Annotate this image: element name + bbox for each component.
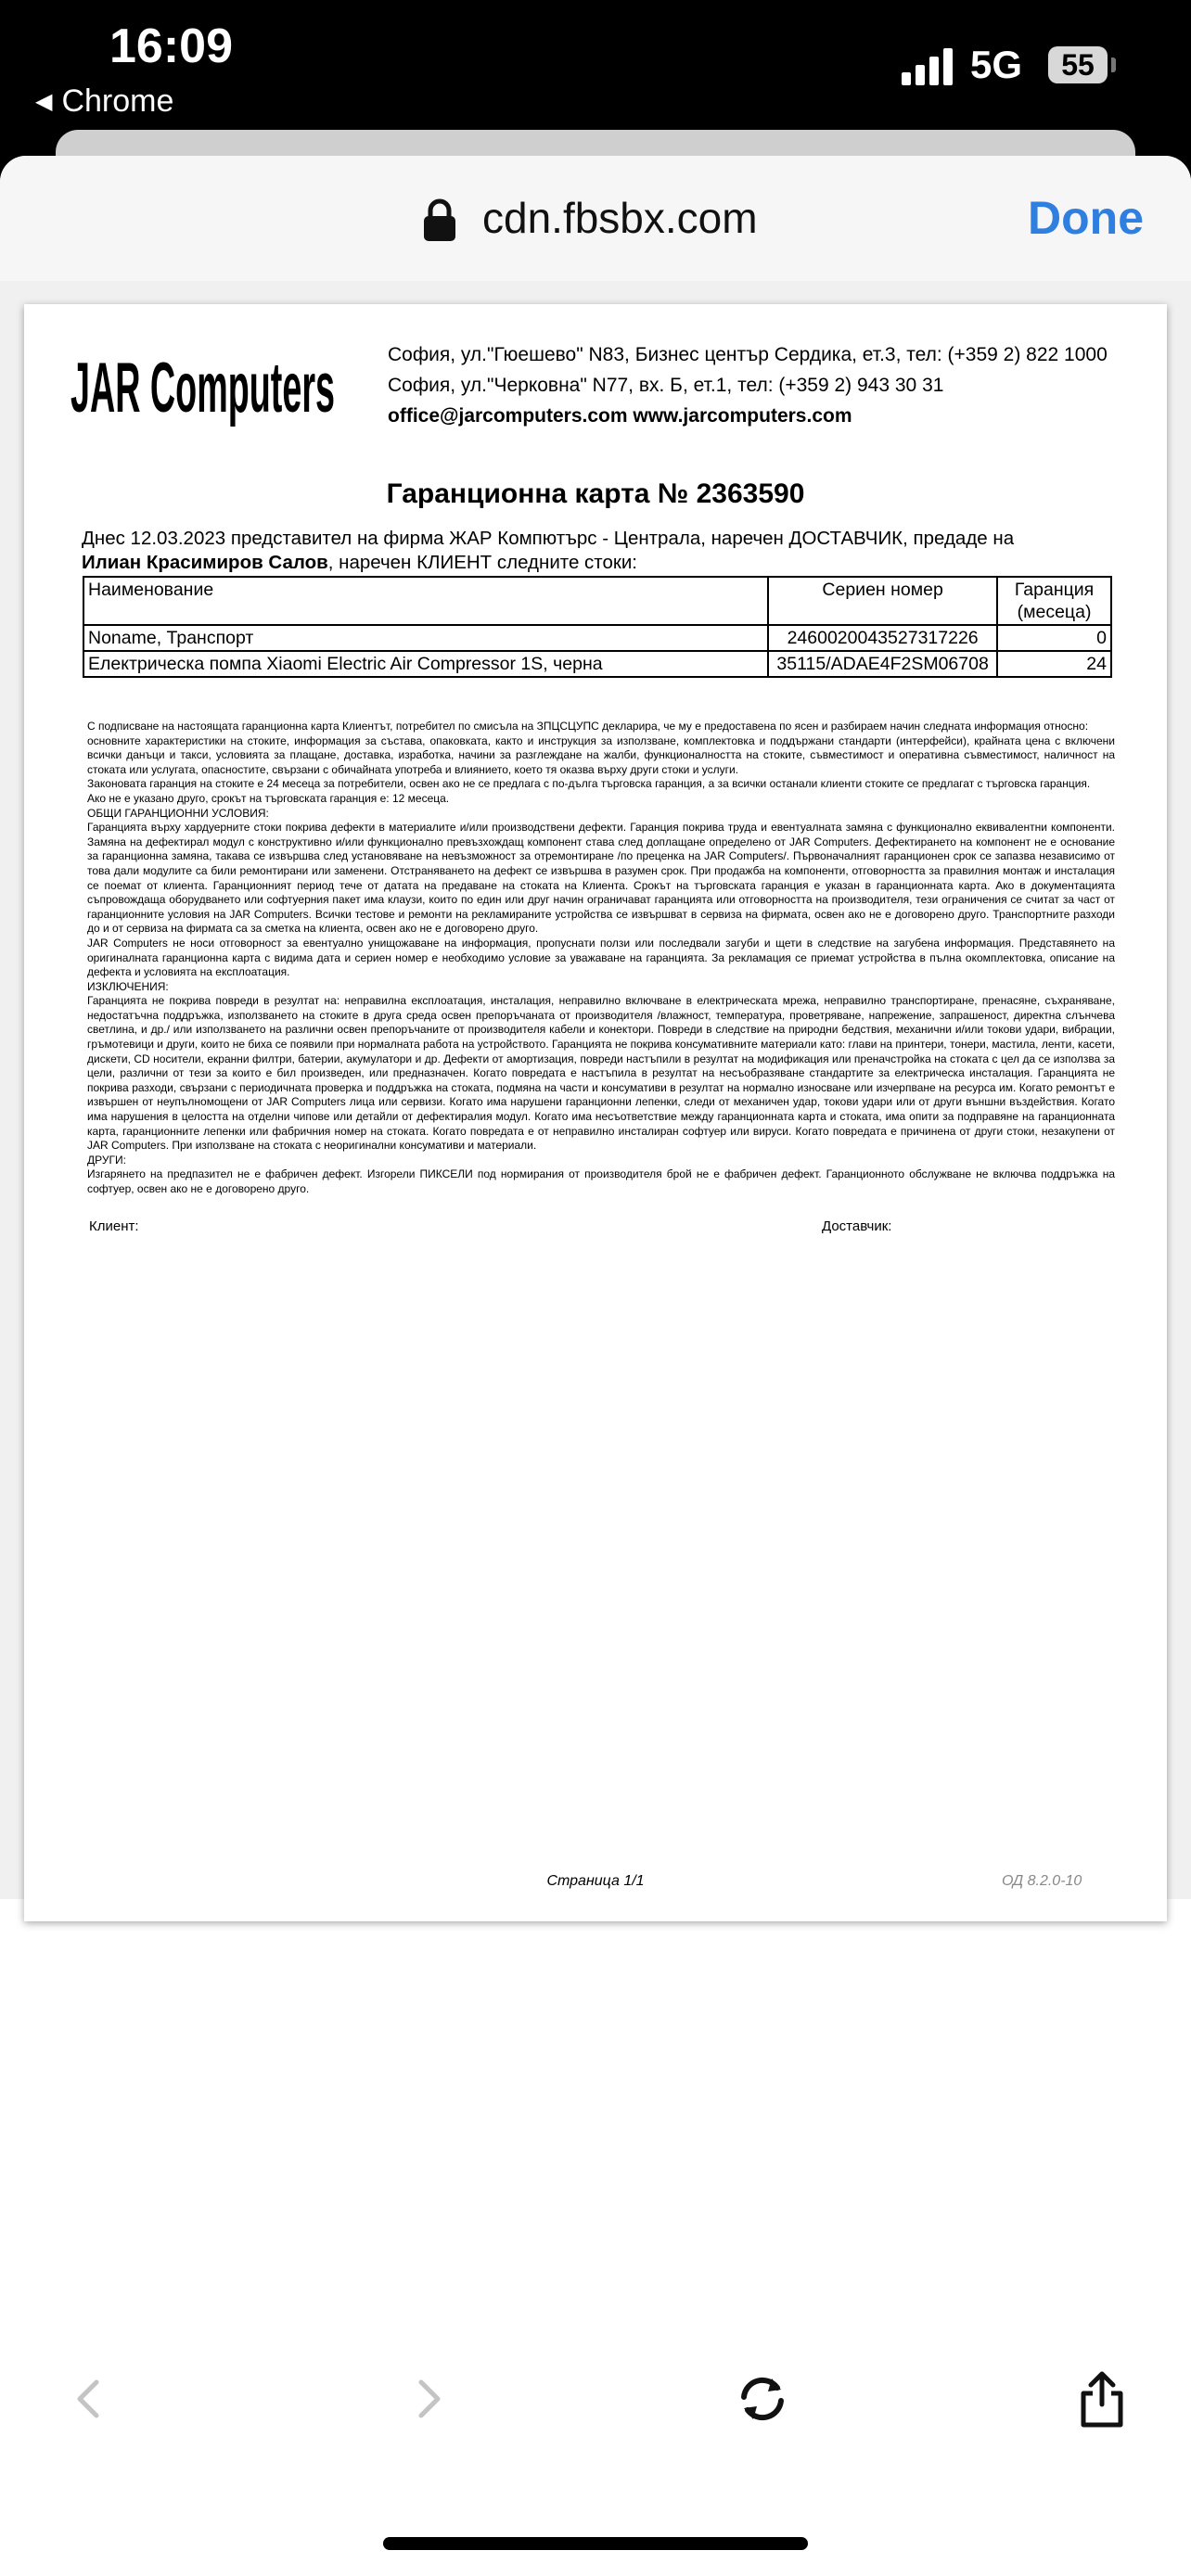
lock-icon (423, 198, 456, 241)
terms-paragraph: Гаранцията не покрива повреди в резултат на: неправилна експлоатация, инсталация, неправилно включване в електрическата мрежа, неправилно транспортиране, пренасяне, съхраняване, недостатъчна поддръжка, използването на стоките в друга среда освен препоръчаната от производителя /влажност, температура, проветряване, напрежение, запрашеност, директна слънчева светлина, и др./ или използването на различни освен препоръчаните от производителя кабели и конектори. Повреди в следствие на природни бедствия, механични и/или токови удари, вибрации, гръмотевици и други, които не биха се появили при нормалната работа на устройството. Гаранцията не покрива консумативните материали като: глави на принтери, тонери, мастила, ленти, касети, дискети, CD носители, екранни филтри, батерии, акумулатори и др. Дефекти от амортизация, повреди настъпили в резултат на модификация или преначстройка на стоката с цел да се използва за цели, различни от тези за които е бил произведен, или предназначен. Когато повредата е настъпила в резултат на несъобразяване стандартите за електрическа инсталация. Гаранцията не покрива разходи, свързани с периодичната проверка и поддръжка на стоката, подмяна на части и консумативи в резултат на нормално износване или изчерпване на ресурса им. Когато ремонтът е извършен от неупълномощени от JAR Computers лица или сервизи. Когато има нарушени гаранционни лепенки, следи от механичен удар, токови удари или от други външни въздействия. Когато има нарушения в целостта на отделни чипове или детайли от дефектиралия модул. Когато има несъответствие между гаранционната карта и стоката, има опити за подправяне на гаранционната карта, гаранционните лепенки или фабричния номер на стоката. Когато повредата е от неправилно инсталиран софтуер или вируси. Когато повредата е причинена от други стоки, незакупени от JAR Computers. При използване на стоката с неоригинални консумативи и материали. (87, 994, 1115, 1153)
warranty-terms (87, 720, 1115, 1197)
terms-paragraph: Законовата гаранция на стоките е 24 месеца за потребители, освен ако не се предлага с по-дълга търговска гаранция, а за всички останали клиенти стоките се предлагат с търговска гаранция. (87, 777, 1091, 791)
network-type: 5G (970, 43, 1023, 86)
company-address-2: София, ул."Черковна" N77, вх. Б, ет.1, тел: (+359 2) 943 30 31 (388, 375, 944, 396)
client-name: Илиан Красимиров Салов (82, 552, 328, 573)
intro-line-2 (82, 551, 1121, 575)
company-email-web: office@jarcomputers.com www.jarcomputers.com (388, 405, 852, 427)
table-header-row (83, 577, 1111, 625)
terms-paragraph: Изгарянето на предпазител не е фабричен дефект. Изгорели ПИКСЕЛИ под нормирания от производителя брой не е фабричен дефект. Гаранционното обслужване не включва поддръжка на софтуер, освен ако не е договорено друго. (87, 1167, 1115, 1195)
goods-table (83, 576, 1112, 678)
terms-paragraph: Гаранцията върху хардуерните стоки покрива дефекти в материалите и/или производствени дефекти. Гаранция покрива труда и евентуалната замяна с функционално еквивалентни компоненти. Замяна на дефектирал модул с конструктивно и/или функционално превъзхождащ компонент става след доплащане определено от JAR Computers. Дефектирането на компонент не е основание за гаранционна замяна, такава се извършва след установяване на невъзможност за отремонтиране /по преценка на JAR Computers/. Първоначалният гаранционен срок се запазва независимо от това дали модулите са били ремонтирани или заменени. Отстраняването на дефект се извършва в разумен срок. При продажба на компоненти, отговорността за правилния монтаж и инсталация се поемат от клиента. Гаранционният период тече от датата на предаване на стоката на Клиента. Срокът на търговската гаранция е указан в гаранционната карта. Ако в документацията съпровождаща оборудването или софтуерния пакет има клаузи, които по един или друг начин ограничават гаранцията или отговорността на производителя, тези ограничения се считат за част от гаранционните условия на JAR Computers. Всички тестове и ремонти на рекламираните устройства се извършват в сервиза на фирмата, освен ако не е договорено друго. Транспортните разходи до и от сервиза на фирмата са за сметка на клиента, освен ако не е договорено друго. (87, 821, 1115, 936)
battery-tip (1111, 57, 1116, 72)
document-title: Гаранционна карта № 2363590 (386, 478, 805, 509)
terms-paragraph: основните характеристики на стоките, информация за състава, опаковката, както и инструкция за използване, комплектовка и поддържани стандарти (интерфейси), крайната цена с включени всички данъци и такси, условията за плащане, доставка, изработка, начини за разглеждане на жалби, функционалността на стоките, съвместимост и оперативна съвместимост, наличност на стоката или услугата, опасностите, свързани с обичайната употреба и влиянието, което тя оказва върху други стоки и услуги. (87, 733, 1115, 776)
reload-icon[interactable] (735, 2369, 790, 2429)
bottom-toolbar (0, 2318, 1191, 2504)
browser-sheet (0, 156, 1191, 2576)
header-serial: Сериен номер (768, 577, 997, 625)
terms-heading: ОБЩИ ГАРАНЦИОННИ УСЛОВИЯ: (87, 806, 269, 820)
url-text: cdn.fbsbx.com (482, 194, 758, 242)
client-signature-label: Клиент: (89, 1218, 139, 1234)
terms-heading: ДРУГИ: (87, 1153, 126, 1167)
status-time: 16:09 (109, 19, 233, 73)
row-name: Електрическа помпа Xiaomi Electric Air Compressor 1S, черна (83, 651, 768, 677)
cellular-signal-icon (902, 46, 957, 85)
row-serial: 2460020043527317226 (768, 625, 997, 651)
forward-arrow-icon[interactable] (401, 2369, 456, 2429)
back-triangle-icon: ◀ (35, 89, 53, 114)
warranty-document (24, 304, 1167, 1921)
header-name: Наименование (83, 577, 768, 625)
done-button[interactable]: Done (1028, 192, 1144, 244)
back-arrow-icon[interactable] (61, 2369, 117, 2429)
table-row (83, 625, 1111, 651)
home-indicator[interactable] (383, 2537, 808, 2550)
terms-heading: ИЗКЛЮЧЕНИЯ: (87, 979, 169, 993)
url-bar (0, 156, 1191, 281)
terms-paragraph: С подписване на настоящата гаранционна карта Клиентът, потребител по смисъла на ЗПЦСЦУПС декларира, че му е предоставена по ясен и разбираем начин следната информация относно: (87, 720, 1089, 733)
table-row (83, 651, 1111, 677)
page-number: Страница 1/1 (546, 1873, 645, 1889)
terms-paragraph: Ако не е указано друго, срокът на търговската гаранция е: 12 месеца. (87, 791, 450, 805)
row-name: Noname, Транспорт (83, 625, 768, 651)
svg-text:JAR Computers: JAR Computers (70, 349, 335, 427)
company-address-1: София, ул."Гюешево" N83, Бизнес център Сердика, ет.3, тел: (+359 2) 822 1000 (388, 344, 1108, 365)
company-contacts (388, 339, 1108, 431)
row-serial: 35115/ADAE4F2SM06708 (768, 651, 997, 677)
jar-computers-logo (70, 339, 339, 441)
form-code: ОД 8.2.0-10 (1002, 1873, 1082, 1889)
row-warranty: 0 (997, 625, 1111, 651)
intro-line-2-rest: , наречен КЛИЕНТ следните стоки: (327, 552, 637, 573)
intro-line-1: Днес 12.03.2023 представител на фирма ЖАР Компютърс - Централа, наречен ДОСТАВЧИК, предаде на (82, 528, 1015, 549)
battery-icon: 55 (1048, 46, 1108, 83)
back-to-app-button[interactable] (35, 83, 173, 120)
status-bar (0, 0, 1191, 139)
supplier-signature-label: Доставчик: (822, 1218, 892, 1234)
back-app-label: Chrome (61, 83, 174, 119)
row-warranty: 24 (997, 651, 1111, 677)
terms-paragraph: JAR Computers не носи отговорност за евентуално унищожаване на информация, пропуснати ползи или последвали загуби и щети в следствие на загубена информация. Представянето на оригиналната гаранционна карта с видима дата и сериен номер е необходимо условие за уважаване на гаранцията. За рекламация се приемат устройства в пълна окомплектовка, описание на дефекта и условията на експлоатация. (87, 936, 1115, 979)
share-icon[interactable] (1074, 2369, 1130, 2429)
header-warranty: Гаранция (месеца) (997, 577, 1111, 625)
